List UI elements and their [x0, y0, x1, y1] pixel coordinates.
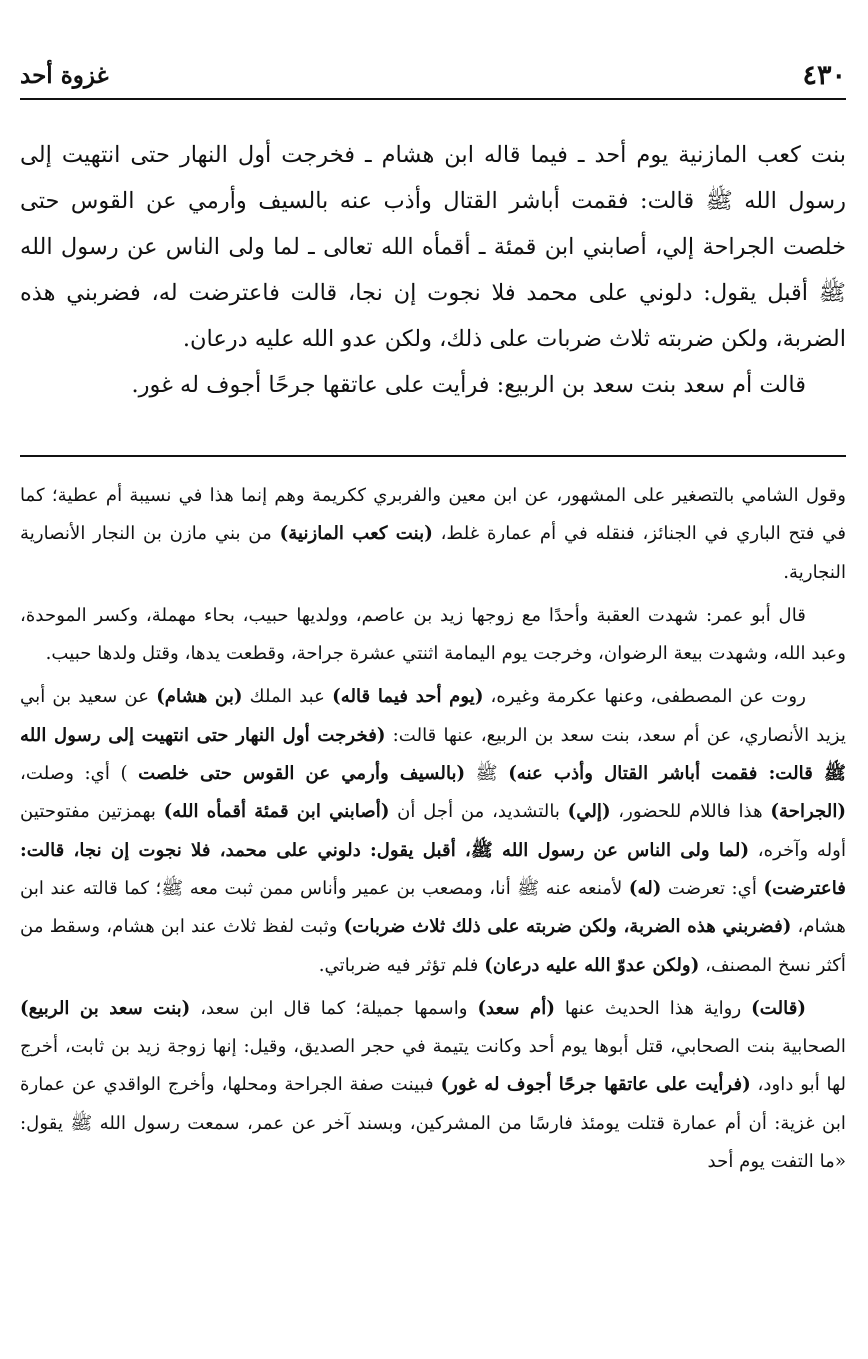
main-text: [20, 132, 846, 408]
commentary-text: وثبت لفظ ثلاث عند ابن هشام، وسقط من أكثر نسخ المصنف،: [20, 916, 846, 976]
commentary-paragraph: [20, 678, 846, 984]
quoted-text: (يوم أحد فيما قاله): [332, 686, 484, 708]
quoted-text: (بنت سعد بن الربيع): [20, 997, 191, 1019]
page-number: ٤٣٠: [802, 59, 846, 91]
quoted-text: (أصابني ابن قمئة أقمأه الله): [163, 801, 390, 823]
commentary-text: فبينت صفة الجراحة ومحلها، وأخرج الواقدي عن عمارة ابن غزية: أن أم عمارة قتلت يومئذ فارسًا من المشركين، وبسند آخر عن عمر، سمعت رسول الله ﷺ يقول: «ما التفت يوم أحد: [20, 1074, 846, 1173]
quoted-text: (فخرجت أول النهار حتى انتهيت إلى رسول الله ﷺ قالت: فقمت أباشر القتال وأذب عنه): [20, 724, 846, 785]
quoted-text: (لما ولى الناس عن رسول الله ﷺ، أقبل يقول: دلوني على محمد، فلا نجوت إن نجا، قالت: فاعترضت): [20, 839, 846, 899]
commentary-text: عن سعيد بن أبي يزيد الأنصاري، عن أم سعد، بنت سعد بن الربيع، عنها قالت:: [20, 686, 846, 746]
quoted-text: (أم سعد): [477, 997, 555, 1019]
commentary-text: روت عن المصطفى، وعنها عكرمة وغيره،: [483, 686, 806, 708]
commentary-text: هذا فاللام للحضور،: [610, 801, 771, 823]
running-title: غزوة أحد: [20, 61, 109, 89]
commentary-text: ﷺ: [465, 763, 509, 785]
commentary-text: من بني مازن بن النجار الأنصارية النجارية.: [20, 523, 846, 583]
commentary-text: بهمزتين مفتوحتين أوله وآخره،: [20, 801, 846, 861]
quoted-text: (له): [628, 877, 662, 899]
commentary: [20, 477, 846, 1186]
quoted-text: (بالسيف وأرمي عن القوس حتى خلصت: [138, 763, 466, 785]
commentary-text: وقول الشامي بالتصغير على المشهور، عن ابن معين والفربري ككريمة وهم إنما هذا في نسيبة أم عطية؛ كما في فتح الباري في الجنائز، فنقله في أم عمارة غلط،: [20, 485, 847, 545]
quoted-text: (إلي): [567, 801, 611, 823]
commentary-text: واسمها جميلة؛ كما قال ابن سعد،: [190, 997, 478, 1019]
commentary-text: ) أي: وصلت،: [20, 763, 139, 785]
commentary-text: عبد الملك: [242, 686, 333, 708]
commentary-text: لأمنعه عنه ﷺ أنا، ومصعب بن عمير وأناس ممن ثبت معه ﷺ؛ كما قالته عند ابن هشام،: [20, 877, 846, 938]
quoted-text: (بنت كعب المازنية): [279, 523, 433, 545]
page-header: [20, 58, 846, 92]
header-divider: [20, 98, 846, 100]
commentary-text: أي: تعرضت: [661, 877, 764, 899]
commentary-text: فلم تؤثر فيه ضرباتي.: [318, 954, 485, 976]
commentary-text: الصحابية بنت الصحابي، قتل أبوها يوم أحد وكانت يتيمة في حجر الصديق، وقيل: إنها زوجة زيد بن ثابت، أخرج لها أبو داود،: [20, 1036, 847, 1096]
quoted-text: (الجراحة): [770, 801, 846, 823]
main-paragraph: قالت أم سعد بنت سعد بن الربيع: فرأيت على عاتقها جرحًا أجوف له غور.: [131, 372, 806, 398]
section-divider: [20, 455, 846, 457]
commentary-text: رواية هذا الحديث عنها: [554, 997, 752, 1019]
main-paragraph: بنت كعب المازنية يوم أحد ـ فيما قاله ابن هشام ـ فخرجت أول النهار حتى انتهيت إلى رسول الله ﷺ قالت: فقمت أباشر القتال وأذب عنه بالسيف وأرمي عن القوس حتى خلصت الجراحة إلي، أصابني ابن قمئة ـ أقمأه الله تعالى ـ لما ولى الناس عن رسول الله ﷺ أقبل يقول: دلوني على محمد فلا نجوت إن نجا، قالت فاعترضت له، فضربني هذه الضربة، ولكن ضربته ثلاث ضربات على ذلك، ولكن عدو الله عليه درعان.: [20, 142, 846, 352]
quoted-text: (فضربني هذه الضربة، ولكن ضربته على ذلك ثلاث ضربات): [343, 916, 792, 938]
quoted-text: (فرأيت على عاتقها جرحًا أجوف له غور): [440, 1074, 751, 1096]
quoted-text: (بن هشام): [156, 686, 243, 708]
commentary-paragraph: [20, 477, 846, 592]
quoted-text: (ولكن عدوّ الله عليه درعان): [484, 954, 700, 976]
quoted-text: (قالت): [751, 997, 806, 1019]
commentary-paragraph: [20, 990, 846, 1181]
commentary-text: بالتشديد، من أجل أن: [389, 801, 568, 823]
commentary-text: قال أبو عمر: شهدت العقبة وأحدًا مع زوجها زيد بن عاصم، وولديها حبيب، بحاء مهملة، وكسر الموحدة، وعبد الله، وشهدت بيعة الرضوان، وخرجت يوم اليمامة اثنتي عشرة جراحة، وقطعت يدها، وقتل ولدها حبيب.: [20, 604, 846, 665]
commentary-paragraph: [20, 597, 846, 674]
